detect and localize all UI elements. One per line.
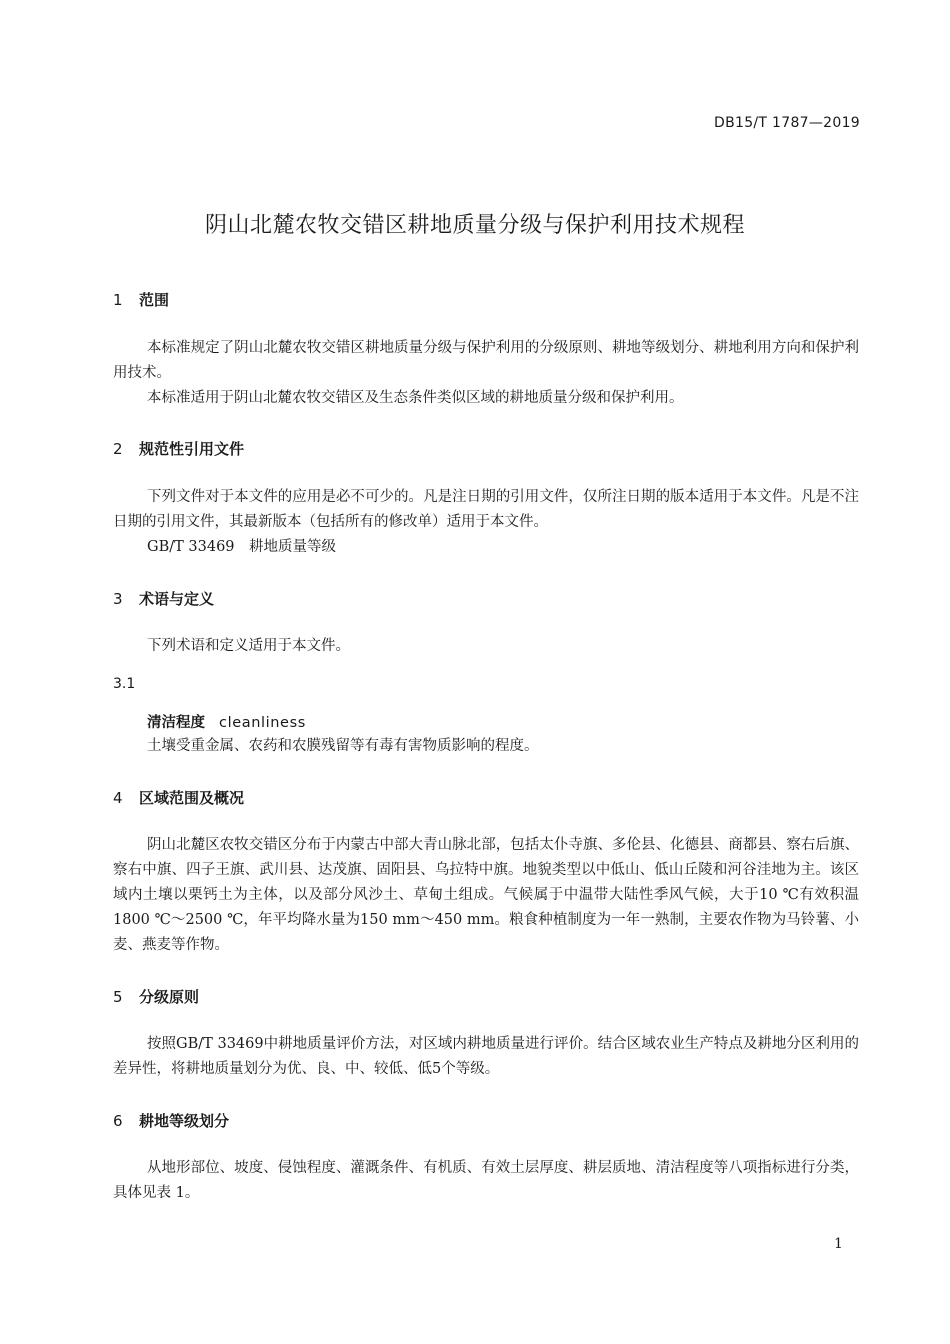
section-title: 耕地等级划分 (139, 1112, 230, 1130)
page-number: 1 (834, 1236, 843, 1252)
section-3-paragraph-1: 下列术语和定义适用于本文件。 (147, 638, 350, 654)
section-title: 区域范围及概况 (139, 789, 245, 807)
term-english: cleanliness (219, 715, 306, 731)
section-title: 术语与定义 (139, 590, 215, 608)
section-4-heading (113, 787, 244, 808)
section-3-heading (113, 588, 214, 609)
term-entry (147, 711, 306, 732)
normative-reference: GB/T 33469 耕地质量等级 (147, 539, 337, 555)
section-title: 分级原则 (139, 988, 200, 1006)
section-5-paragraph-1: 按照GB/T 33469中耕地质量评价方法，对区域内耕地质量进行评价。结合区域农业生产特点及耕地分区利用的差异性，将耕地质量划分为优、良、中、较低、低5个等级。 (113, 1036, 859, 1077)
section-1-heading (113, 289, 169, 310)
section-title: 规范性引用文件 (139, 440, 245, 458)
section-number: 1 (113, 291, 123, 309)
section-number: 4 (113, 789, 123, 807)
section-1-paragraph-2: 本标准适用于阴山北麓农牧交错区及生态条件类似区域的耕地质量分级和保护利用。 (147, 390, 684, 406)
section-number: 3 (113, 590, 123, 608)
section-6-paragraph-1: 从地形部位、坡度、侵蚀程度、灌溉条件、有机质、有效土层厚度、耕层质地、清洁程度等八项指标进行分类，具体见表 1。 (113, 1160, 859, 1201)
section-6-heading (113, 1110, 229, 1131)
section-number: 5 (113, 988, 123, 1006)
section-number: 2 (113, 440, 123, 458)
clause-number: 3.1 (113, 676, 136, 692)
document-title: 阴山北麓农牧交错区耕地质量分级与保护利用技术规程 (204, 213, 745, 238)
term-chinese: 清洁程度 (147, 715, 205, 731)
document-code: DB15/T 1787—2019 (714, 115, 860, 131)
section-number: 6 (113, 1112, 123, 1130)
term-definition: 土壤受重金属、农药和农膜残留等有毒有害物质影响的程度。 (147, 738, 539, 754)
section-4-paragraph-1: 阴山北麓区农牧交错区分布于内蒙古中部大青山脉北部，包括太仆寺旗、多伦县、化德县、商都县、察右后旗、察右中旗、四子王旗、武川县、达茂旗、固阳县、乌拉特中旗。地貌类型以中低山、低山丘陵和河谷洼地为主。该区域内土壤以栗钙土为主体，以及部分风沙土、草甸土组成。气候属于中温带大陆性季风气候，大于10 ℃有效积温1800 ℃～2500 ℃，年平均降水量为150 mm～450 mm。粮食种植制度为一年一熟制，主要农作物为马铃薯、小麦、燕麦等作物。 (113, 837, 859, 953)
section-title: 范围 (139, 291, 170, 309)
section-5-heading (113, 986, 199, 1007)
section-2-paragraph-1: 下列文件对于本文件的应用是必不可少的。凡是注日期的引用文件，仅所注日期的版本适用于本文件。凡是不注日期的引用文件，其最新版本（包括所有的修改单）适用于本文件。 (113, 489, 859, 530)
section-1-paragraph-1: 本标准规定了阴山北麓农牧交错区耕地质量分级与保护利用的分级原则、耕地等级划分、耕地利用方向和保护利用技术。 (113, 340, 859, 381)
section-2-heading (113, 438, 244, 459)
